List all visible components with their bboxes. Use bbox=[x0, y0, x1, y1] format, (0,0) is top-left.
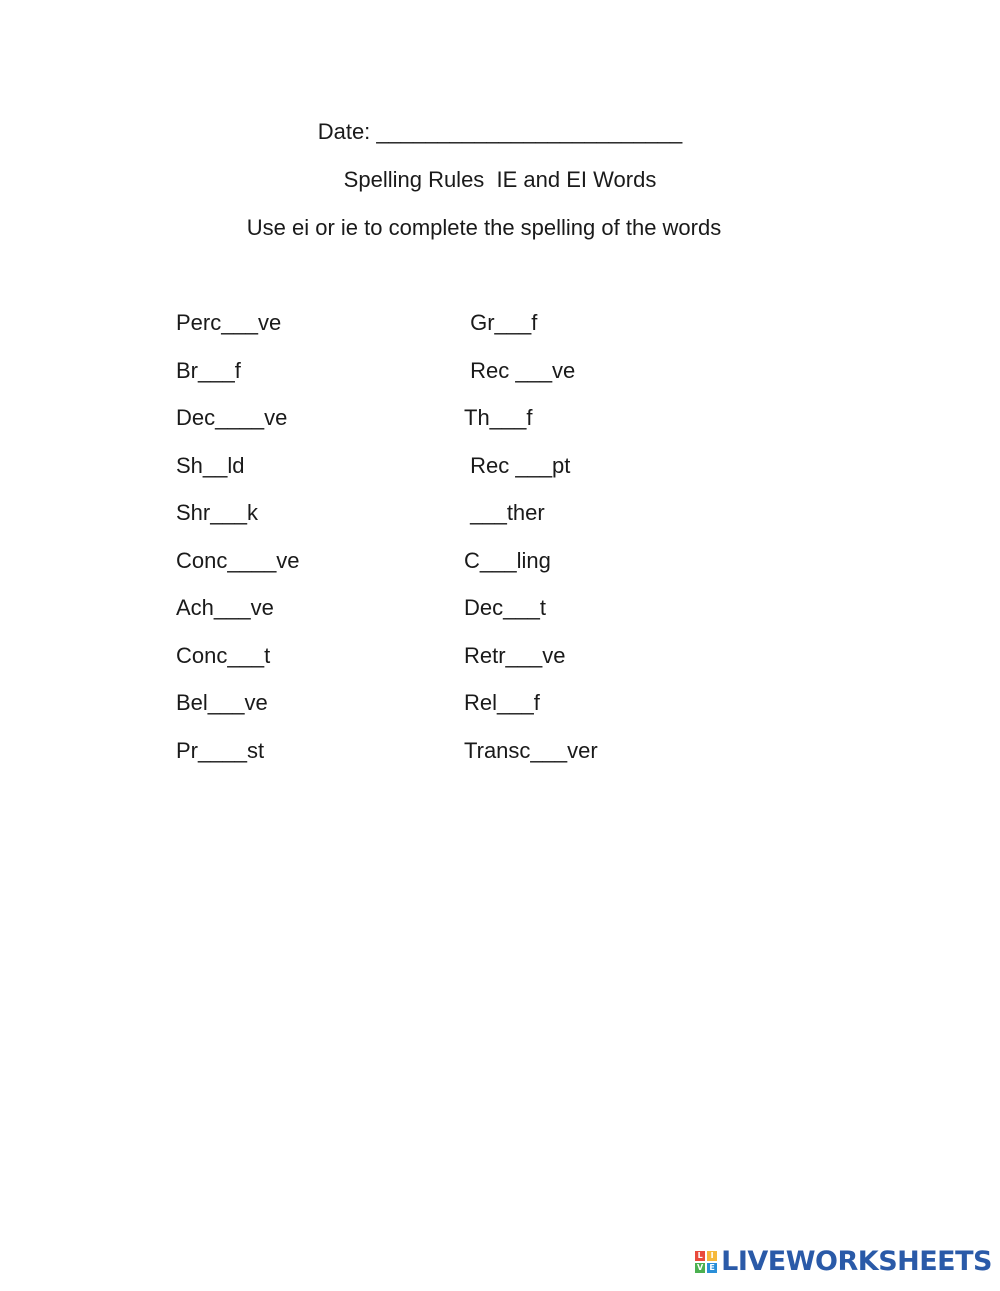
logo-letter-e: E bbox=[707, 1263, 717, 1273]
word-right-9: Rel___f bbox=[464, 690, 540, 715]
brand-name: LIVEWORKSHEETS bbox=[721, 1246, 992, 1277]
logo-letter-i: I bbox=[707, 1251, 717, 1261]
word-right-3: Th___f bbox=[464, 405, 533, 430]
word-right-8: Retr___ve bbox=[464, 643, 566, 668]
logo-letter-v: V bbox=[697, 1262, 704, 1272]
word-right-4: Rec ___pt bbox=[464, 453, 571, 478]
instructions: Use ei or ie to complete the spelling of the words bbox=[246, 215, 722, 240]
word-left-10: Pr____st bbox=[176, 738, 265, 763]
worksheet-title: Spelling Rules IE and EI Words bbox=[343, 167, 657, 192]
liveworksheets-logo-icon bbox=[695, 1251, 717, 1273]
logo-letter-l: L bbox=[695, 1251, 705, 1261]
word-right-5: ___ther bbox=[464, 500, 545, 525]
date-field: Date: _________________________ bbox=[317, 119, 683, 144]
word-right-6: C___ling bbox=[464, 548, 551, 573]
word-right-2: Rec ___ve bbox=[464, 358, 576, 383]
word-right-10: Transc___ver bbox=[464, 738, 598, 763]
word-left-8: Conc___t bbox=[176, 643, 271, 668]
word-left-9: Bel___ve bbox=[176, 690, 268, 715]
word-left-3: Dec____ve bbox=[176, 405, 288, 430]
word-left-7: Ach___ve bbox=[176, 595, 274, 620]
word-right-7: Dec___t bbox=[464, 595, 546, 620]
word-left-5: Shr___k bbox=[176, 500, 258, 525]
word-left-2: Br___f bbox=[176, 358, 241, 383]
word-right-1: Gr___f bbox=[464, 310, 538, 335]
word-left-6: Conc____ve bbox=[176, 548, 300, 573]
word-left-4: Sh__ld bbox=[176, 453, 245, 478]
liveworksheets-brand bbox=[695, 1246, 992, 1277]
word-left-1: Perc___ve bbox=[176, 310, 282, 335]
